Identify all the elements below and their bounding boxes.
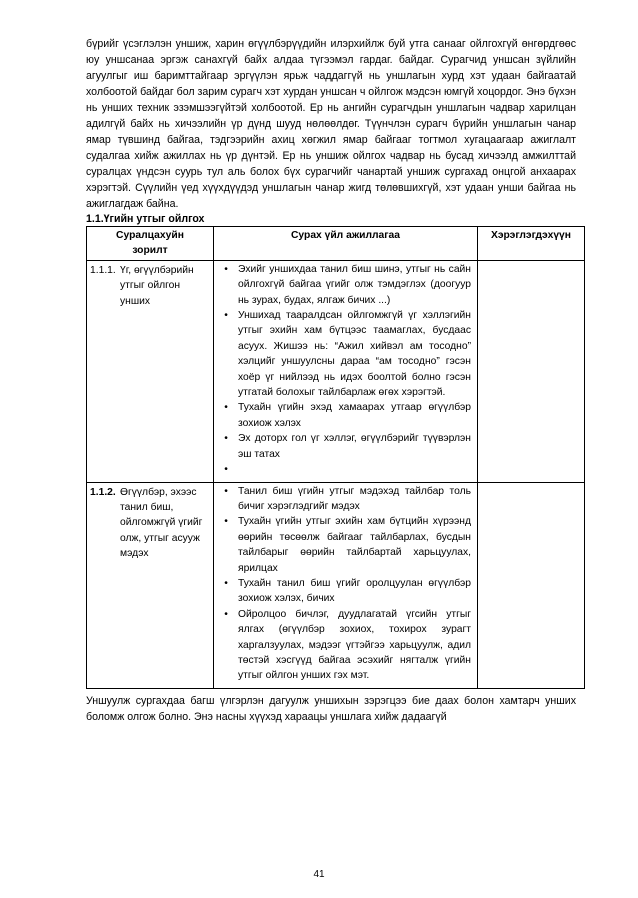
bullet-icon: •	[224, 516, 228, 528]
goal-text: Үг, өгүүлбэрийн утгыг ойлгон унших	[120, 264, 194, 307]
page-number: 41	[313, 869, 325, 880]
activity-text: Эх доторх гол үг хэллэг, өгүүлбэрийг түүвэрлэн эш татах	[238, 433, 471, 460]
materials-cell	[478, 482, 585, 688]
bullet-icon: •	[224, 464, 228, 476]
bullet-icon: •	[224, 402, 228, 414]
intro-paragraph: бүрийг үсэглэлэн уншиж, харин өгүүлбэрүүдийн илэрхийлж буй утга санааг ойлгохгүй өнгөрдгөөс юу уншсанаа эргэж санахгүй байх алдаа түгээмэл гардаг. байдаг. Сурагчид уншсан зүйлийн агуулгыг иш баримттайгаар эргүүлэн ярьж чаддаггүй нь уншлагын хурд хэт удаан байгаатай холбоотой байдаг бол зарим сурагч хэт хурдан уншсан ч ойлгож мэдсэн юмгүй хоцордог. Энэ бүхэн нь унших техник эзэмшээгүйтэй холбоотой. Ер нь ангийн сурагчдын уншлагын чадвар харилцан адилгүй байх нь хичээлийн үр дүнд шууд нөлөөлдөг. Түүнчлэн сурагч бүрийн уншлагын чанар ямар түвшинд байгаа, тэдгээрийн ахиц хөгжил ямар байгааг тогтмол хугацаагаар ажиглалт судалгаа хийж ажиллах нь үр дүнтэй. Ер нь уншиж ойлгох чадвар нь бусад хичээлд амжилттай суралцах үндсэн суурь тул аль болох бүх сурагчийг чанартай уншиж сургахад онцгой анхаарах хэрэгтэй. Сүүлийн үед хүүхдүүдэд уншлагын чанар жигд төлөвшихгүй, хэт удаан унши байгаа нь ажиглагдаж байна.	[86, 38, 576, 210]
activity-item	[214, 308, 471, 400]
activity-text: Ойролцоо бичлэг, дуудлагатай үгсийн утгыг ялгах (өгүүлбэр зохиох, тохирох зурагт харгалзуулах, мэдээг үгтэйгээ харьцуулж, адил төстэй хэсгүүд байгаа эсэхийг нягталж үгийн утгыг ойлгон унших гэх мэт.	[238, 608, 471, 682]
goal-number: 1.1.2.	[90, 486, 116, 498]
section-heading: 1.1.Үгийн утгыг ойлгох	[86, 213, 205, 225]
activity-item	[214, 400, 471, 431]
activities-cell	[214, 260, 478, 482]
bullet-icon: •	[224, 608, 228, 620]
activity-item	[214, 462, 471, 477]
activities-cell	[214, 482, 478, 688]
bullet-icon: •	[224, 263, 228, 275]
activity-text: Уншихад тааралдсан ойлгомжгүй үг хэллэгийн утгыг эхийн хам бүтцээс таамаглах, бусдаас асуух. Жишээ нь: “Ажил хийвэл ам тосодно” хэлцийг уншуулсны дараа “ам тосодно” гэсэн хоёр үг нийлээд нь идэх боолтой болно гэсэн утгатай болохыг тайлбарлаж өгөх хэрэгтэй.	[238, 310, 471, 399]
bullet-icon: •	[224, 485, 228, 497]
activities-table	[86, 226, 585, 689]
materials-cell	[478, 260, 585, 482]
goal-text: Өгүүлбэр, эхээс танил биш, ойлгомжгүй үгийг олж, утгыг асууж мэдэх	[120, 486, 203, 560]
activity-item	[214, 484, 471, 515]
table-header-row	[87, 227, 585, 261]
goal-cell	[87, 260, 214, 482]
bullet-icon: •	[224, 433, 228, 445]
activity-text: Танил биш үгийн утгыг мэдэхэд тайлбар толь бичиг хэрэглэдгийг мэдэх	[238, 485, 471, 512]
bullet-icon: •	[224, 577, 228, 589]
header-goal: Суралцахуйн зорилт	[87, 227, 214, 261]
activity-text: Тухайн үгийн утгыг эхийн хам бүтцийн хүрээнд өөрийн төсөөлж байгааг тайлбарлах, бусдын тайлбарыг өөрийн тайлбартай харьцуулах, ярилцах	[238, 516, 471, 574]
bullet-icon: •	[224, 310, 228, 322]
document-page	[86, 36, 576, 725]
outro-paragraph: Уншуулж сургахдаа багш үлгэрлэн дагуулж уншихын зэрэгцээ бие даах болон хамтарч унших боломж олгож болно. Энэ насны хүүхэд хараацы уншлага хийж дадаагүй	[86, 694, 576, 723]
header-materials: Хэрэглэгдэхүүн	[478, 227, 585, 261]
activity-item	[214, 431, 471, 462]
goal-number: 1.1.1.	[90, 264, 116, 276]
activity-item	[214, 576, 471, 607]
table-row	[87, 260, 585, 482]
header-activities: Сурах үйл ажиллагаа	[214, 227, 478, 261]
table-row	[87, 482, 585, 688]
goal-cell	[87, 482, 214, 688]
activity-text: Тухайн танил биш үгийг оролцуулан өгүүлбэр зохиож хэлэх, бичих	[238, 577, 471, 605]
activity-text: Эхийг уншихдаа танил биш шинэ, утгыг нь сайн ойлгохгүй байгаа үгийг олж тэмдэглэх (доогуур нь зурах, будах, ялгаж бичих ...)	[238, 263, 471, 306]
activity-item	[214, 262, 471, 308]
activity-item	[214, 514, 471, 576]
activity-text: Тухайн үгийн эхэд хамаарах утгаар өгүүлбэр зохиож хэлэх	[238, 402, 471, 429]
activity-item	[214, 607, 471, 684]
activity-text	[238, 462, 471, 477]
